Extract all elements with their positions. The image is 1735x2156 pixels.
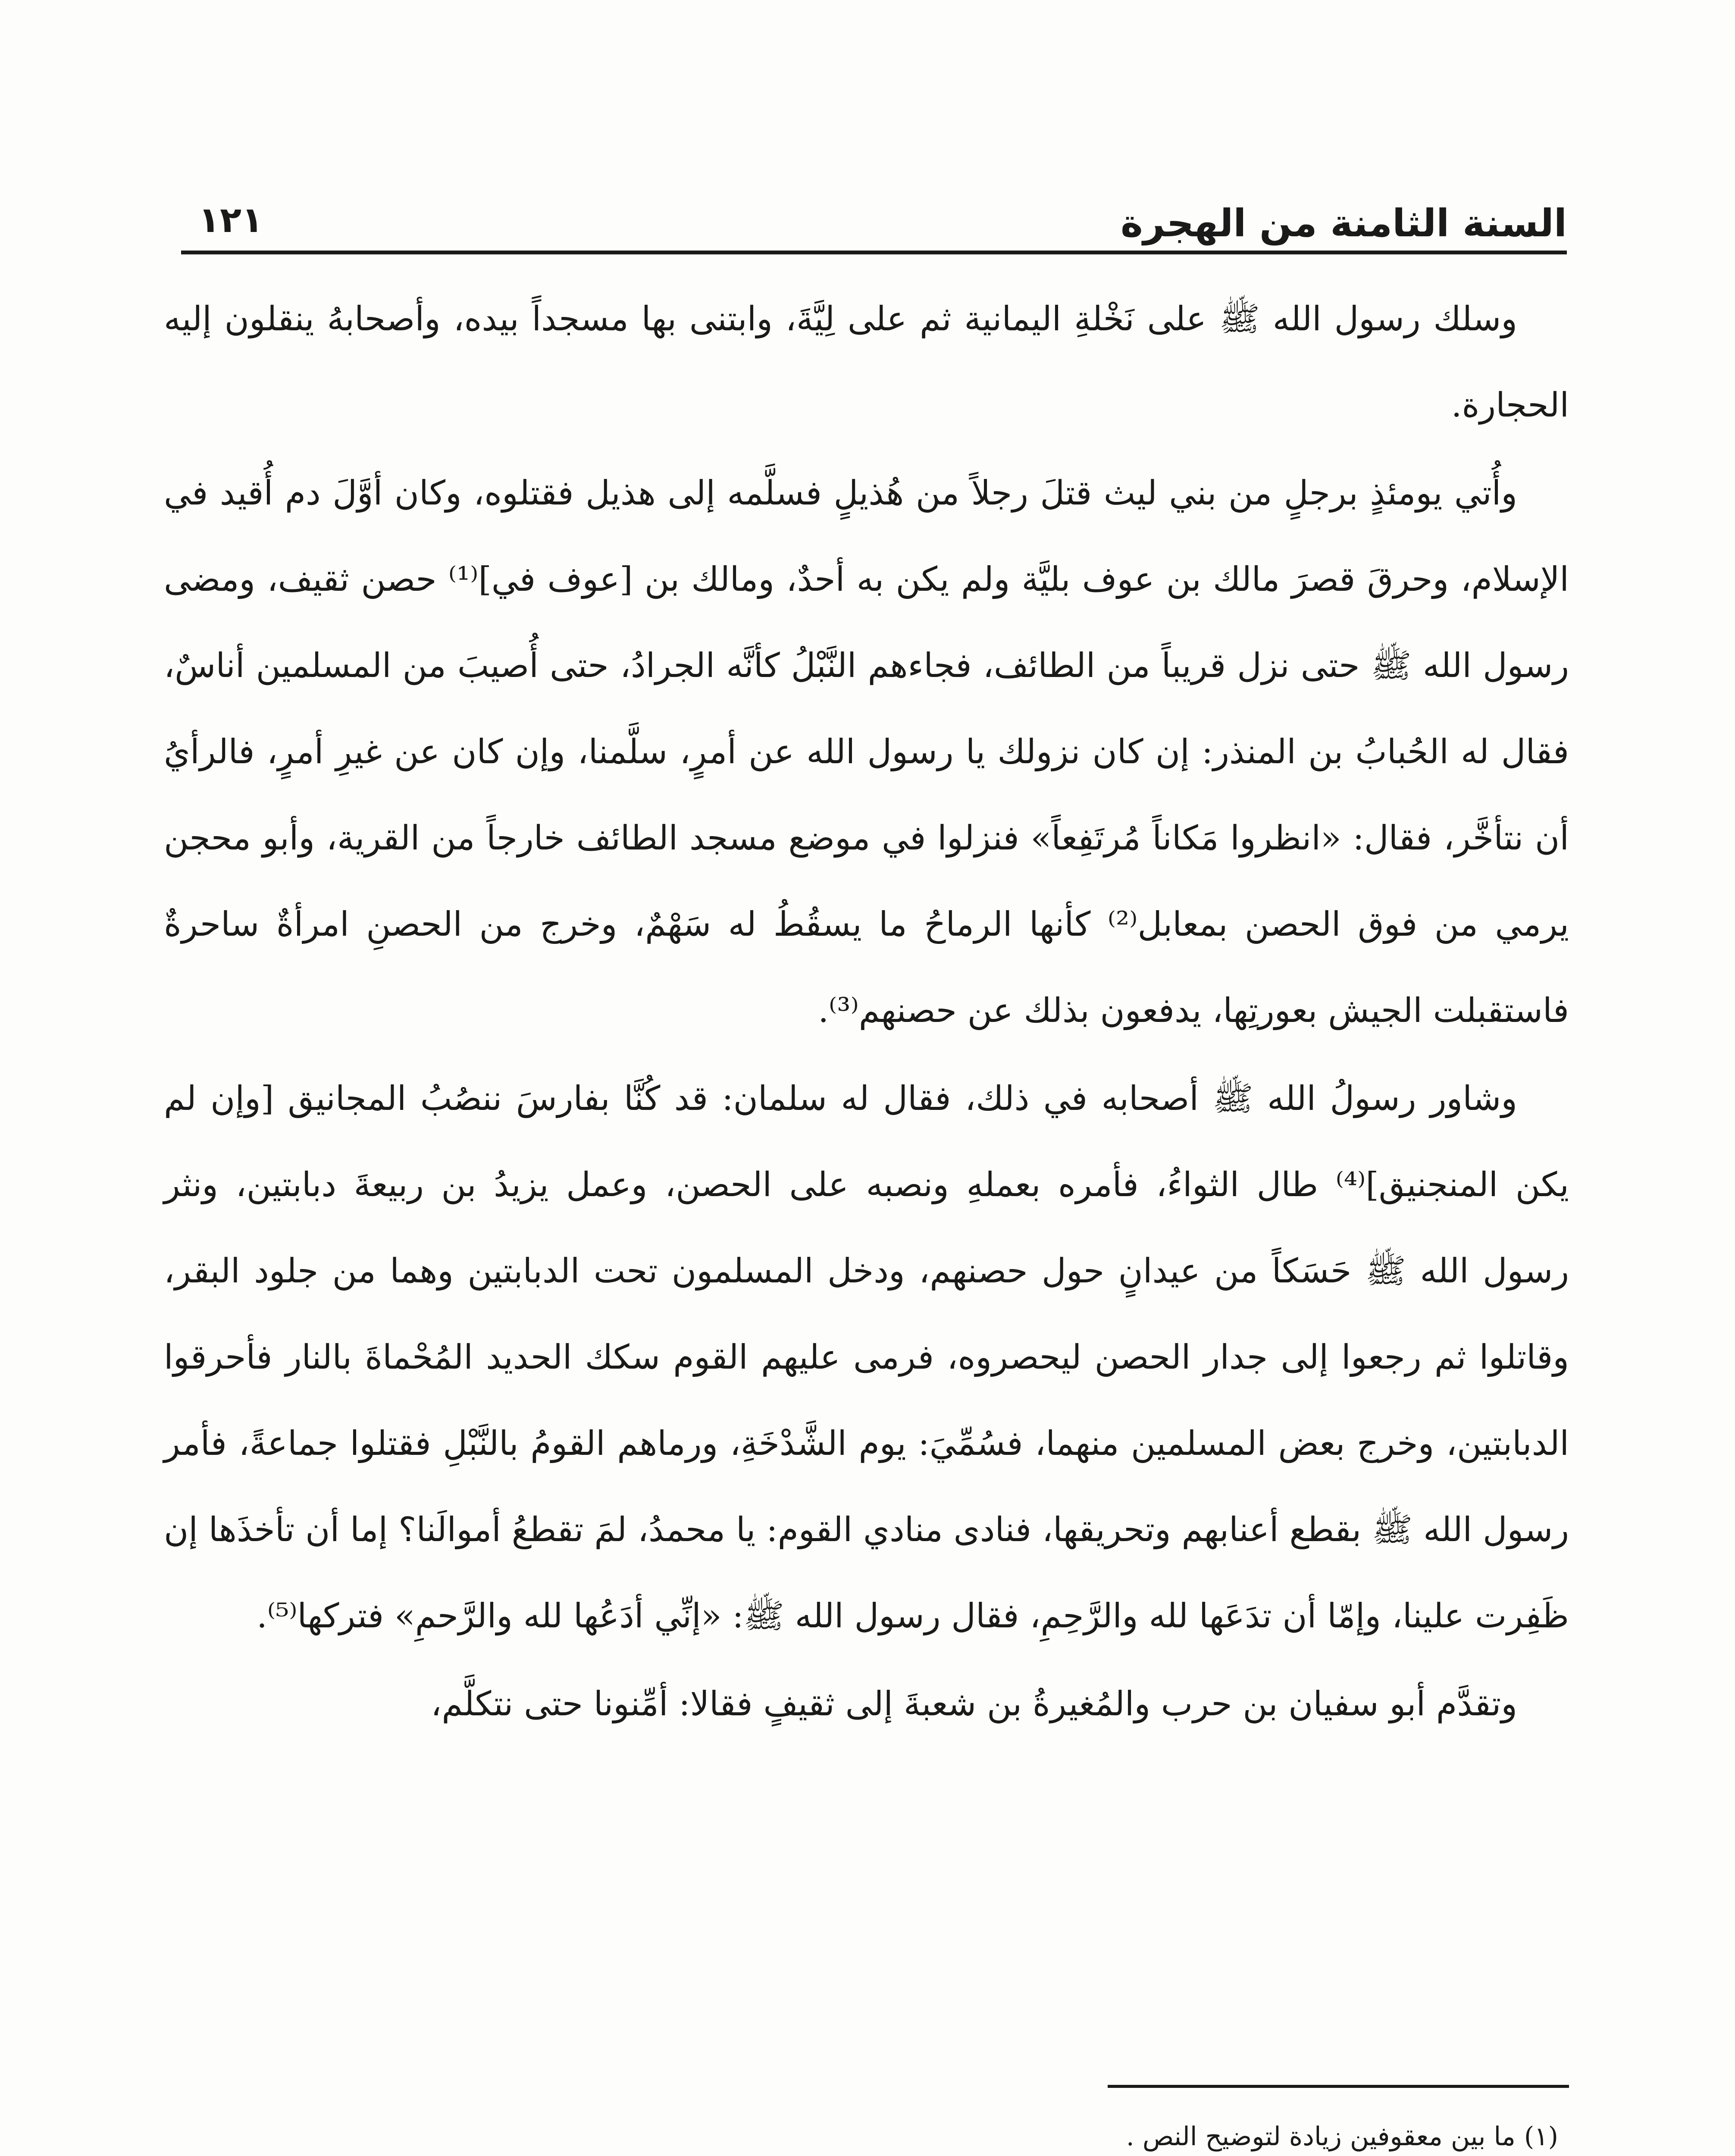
- footnote-text: ما بين معقوفين زيادة لتوضيح النص .: [1126, 2122, 1516, 2152]
- paragraph: وأُتي يومئذٍ برجلٍ من بني ليث قتلَ رجلاً من هُذيلٍ فسلَّمه إلى هذيل فقتلوه، وكان أوَّلَ دم أُقيد في الإسلام، وحرقَ قصرَ مالك بن عوف بليَّة ولم يكن به أحدٌ، ومالك بن [عوف في]⁽¹⁾ حصن ثقيف، ومضى رسول الله ﷺ حتى نزل قريباً من الطائف، فجاءهم النَّبْلُ كأنَّه الجرادُ، حتى أُصيبَ من المسلمين أناسٌ، فقال له الحُبابُ بن المنذر: إن كان نزولك يا رسول الله عن أمرٍ، سلَّمنا، وإن كان عن غيرِ أمرٍ، فالرأيُ أن نتأخَّر، فقال: «انظروا مَكاناً مُرتَفِعاً» فنزلوا في موضع مسجد الطائف خارجاً من القرية، وأبو محجن يرمي من فوق الحصن بمعابل⁽²⁾ كأنها الرماحُ ما يسقُطُ له سَهْمٌ، وخرج من الحصنِ امرأةٌ ساحرةٌ فاستقبلت الجيش بعورتِها، يدفعون بذلك عن حصنهم⁽³⁾.: [164, 474, 1569, 1030]
- page-number: ١٢١: [198, 200, 263, 241]
- paragraph: وشاور رسولُ الله ﷺ أصحابه في ذلك، فقال له سلمان: قد كُنَّا بفارسَ ننصُبُ المجانيق [وإن لم يكن المنجنيق]⁽⁴⁾ طال الثواءُ، فأمره بعملهِ ونصبه على الحصن، وعمل يزيدُ بن ربيعةَ دبابتين، ونثر رسول الله ﷺ حَسَكاً من عيدانٍ حول حصنهم، ودخل المسلمون تحت الدبابتين وهما من جلود البقر، وقاتلوا ثم رجعوا إلى جدار الحصن ليحصروه، فرمى عليهم القوم سكك الحديد المُحْماةَ بالنار فأحرقوا الدبابتين، وخرج بعض المسلمين منهما، فسُمِّيَ: يوم الشَّدْخَةِ، ورماهم القومُ بالنَّبْلِ فقتلوا جماعةً، فأمر رسول الله ﷺ بقطع أعنابهم وتحريقها، فنادى منادي القوم: يا محمدُ، لمَ تقطعُ أموالَنا؟ إما أن تأخذَها إن ظَفِرت علينا، وإمّا أن تدَعَها لله والرَّحِمِ، فقال رسول الله ﷺ: «إنِّي أدَعُها لله والرَّحمِ» فتركها⁽⁵⁾.: [164, 1079, 1569, 1636]
- header-rule: [181, 251, 1567, 254]
- page-header: [181, 164, 1567, 254]
- main-text: [164, 276, 1569, 1749]
- footnote-separator: [1108, 2085, 1569, 2088]
- paragraph: وسلك رسول الله ﷺ على نَخْلةِ اليمانية ثم على لِيَّةَ، وابتنى بها مسجداً بيده، وأصحابهُ ينقلون إليه الحجارة.: [164, 300, 1569, 425]
- footnotes: [164, 2104, 1558, 2156]
- running-title: السنة الثامنة من الهجرة: [1121, 201, 1567, 245]
- footnote-number: (١): [1524, 2122, 1558, 2152]
- paragraph: وتقدَّم أبو سفيان بن حرب والمُغيرةُ بن شعبةَ إلى ثقيفٍ فقالا: أمِّنونا حتى نتكلَّم،: [431, 1685, 1517, 1724]
- footnote: [164, 2104, 1558, 2156]
